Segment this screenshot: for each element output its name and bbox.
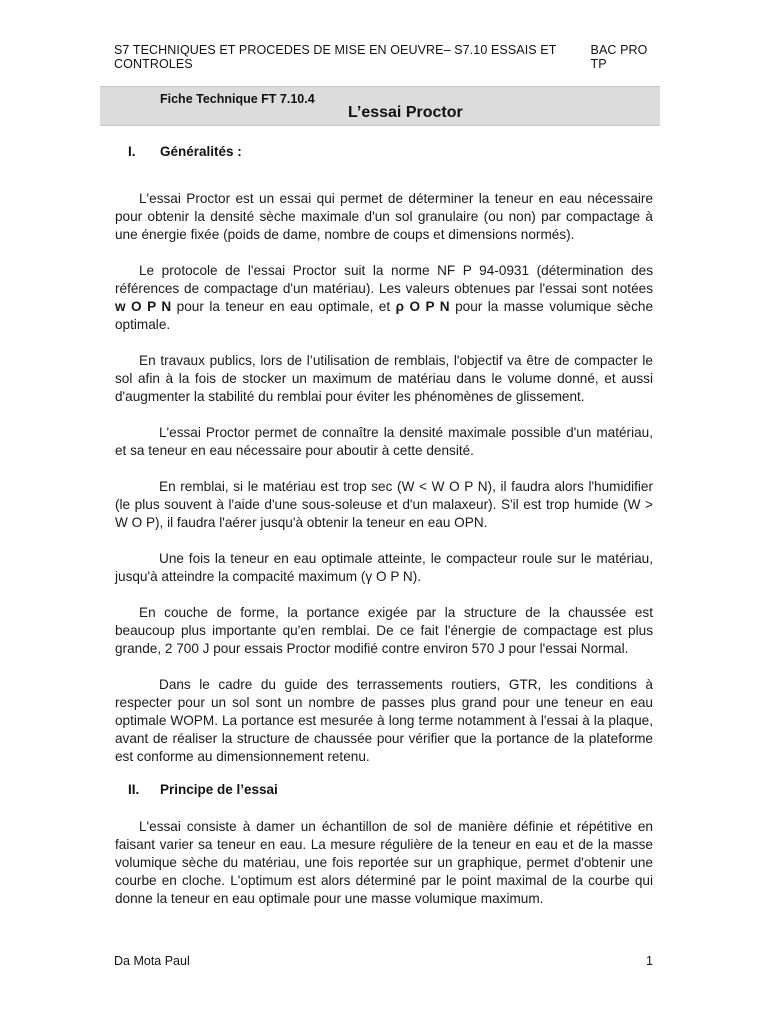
rho-opn-symbol: ρ O P N xyxy=(395,299,450,314)
section-title: Principe de l’essai xyxy=(160,782,278,797)
section-heading-principe xyxy=(128,782,278,797)
section-number: II. xyxy=(128,782,140,797)
paragraph: En couche de forme, la portance exigée par la structure de la chaussée est beaucoup plus importante qu'en remblai. De ce fait l'énergie de compactage est plus grande, 2 700 J pour essais Proctor modifié contre environ 570 J pour l'essai Normal. xyxy=(115,605,653,656)
footer-page-number: 1 xyxy=(646,954,653,968)
paragraph: L'essai consiste à damer un échantillon de sol de manière définie et répétitive en faisant varier sa teneur en eau. La mesure régulière de la teneur en eau et de la masse volumique sèche du matériau, une fois reportée sur un graphique, permet d'obtenir une courbe en cloche. L'optimum est alors déterminé par le point maximal de la courbe qui donne la teneur en eau optimale pour une masse volumique maximum. xyxy=(115,819,653,906)
section-body-principe xyxy=(115,818,653,908)
section-heading-generalites xyxy=(128,144,242,159)
document-title: L’essai Proctor xyxy=(348,104,463,121)
paragraph: L'essai Proctor est un essai qui permet de déterminer la teneur en eau nécessaire pour obtenir la densité sèche maximale d'un sol granulaire (ou non) par compactage à une énergie fixée (poids de dame, nombre de coups et dimensions normés). xyxy=(115,191,653,242)
paragraph: En remblai, si le matériau est trop sec (W < W O P N), il faudra alors l'humidifier (le plus souvent à l'aide d'une sous-soleuse et d'un malaxeur). S'il est trop humide (W > W O P), il faudra l'aérer jusqu'à obtenir la teneur en eau OPN. xyxy=(115,479,653,530)
section-title: Généralités : xyxy=(160,144,242,159)
paragraph: Dans le cadre du guide des terrassements routiers, GTR, les conditions à respecter pour un sol sont un nombre de passes plus grand pour une teneur en eau optimale WOPM. La portance est mesurée à long terme notamment à l'essai à la plaque, avant de réaliser la structure de chaussée pour vérifier que la portance de la plateforme est conforme au dimensionnement retenu. xyxy=(115,677,653,764)
title-band xyxy=(100,86,660,126)
header-course-title: S7 TECHNIQUES ET PROCEDES DE MISE EN OEUVRE– S7.10 ESSAIS ET CONTROLES xyxy=(114,43,557,71)
header-program: BAC PRO TP xyxy=(590,43,648,71)
footer-author: Da Mota Paul xyxy=(114,954,190,968)
paragraph: En travaux publics, lors de l’utilisation de remblais, l'objectif va être de compacter le sol afin à la fois de stocker un maximum de matériau dans le volume donné, et aussi d'augmenter la stabilité du remblai pour éviter les phénomènes de glissement. xyxy=(115,353,653,404)
paragraph: L'essai Proctor permet de connaître la densité maximale possible d'un matériau, et sa teneur en eau nécessaire pour aboutir à cette densité. xyxy=(115,425,653,458)
fiche-number: Fiche Technique FT 7.10.4 xyxy=(160,92,315,106)
running-header xyxy=(114,43,660,71)
section-number: I. xyxy=(128,144,136,159)
section-body-generalites xyxy=(115,190,653,766)
wopn-symbol: w O P N xyxy=(115,299,172,314)
paragraph: Le protocole de l'essai Proctor suit la norme NF P 94-0931 (détermination des références de compactage d'un matériau). Les valeurs obtenues par l'essai sont notées w O P N pour la teneur en eau optimale, et ρ O P N pour la masse volumique sèche optimale. xyxy=(115,263,654,332)
paragraph: Une fois la teneur en eau optimale atteinte, le compacteur roule sur le matériau, jusqu'à atteindre la compacité maximum (γ O P N). xyxy=(115,551,653,584)
